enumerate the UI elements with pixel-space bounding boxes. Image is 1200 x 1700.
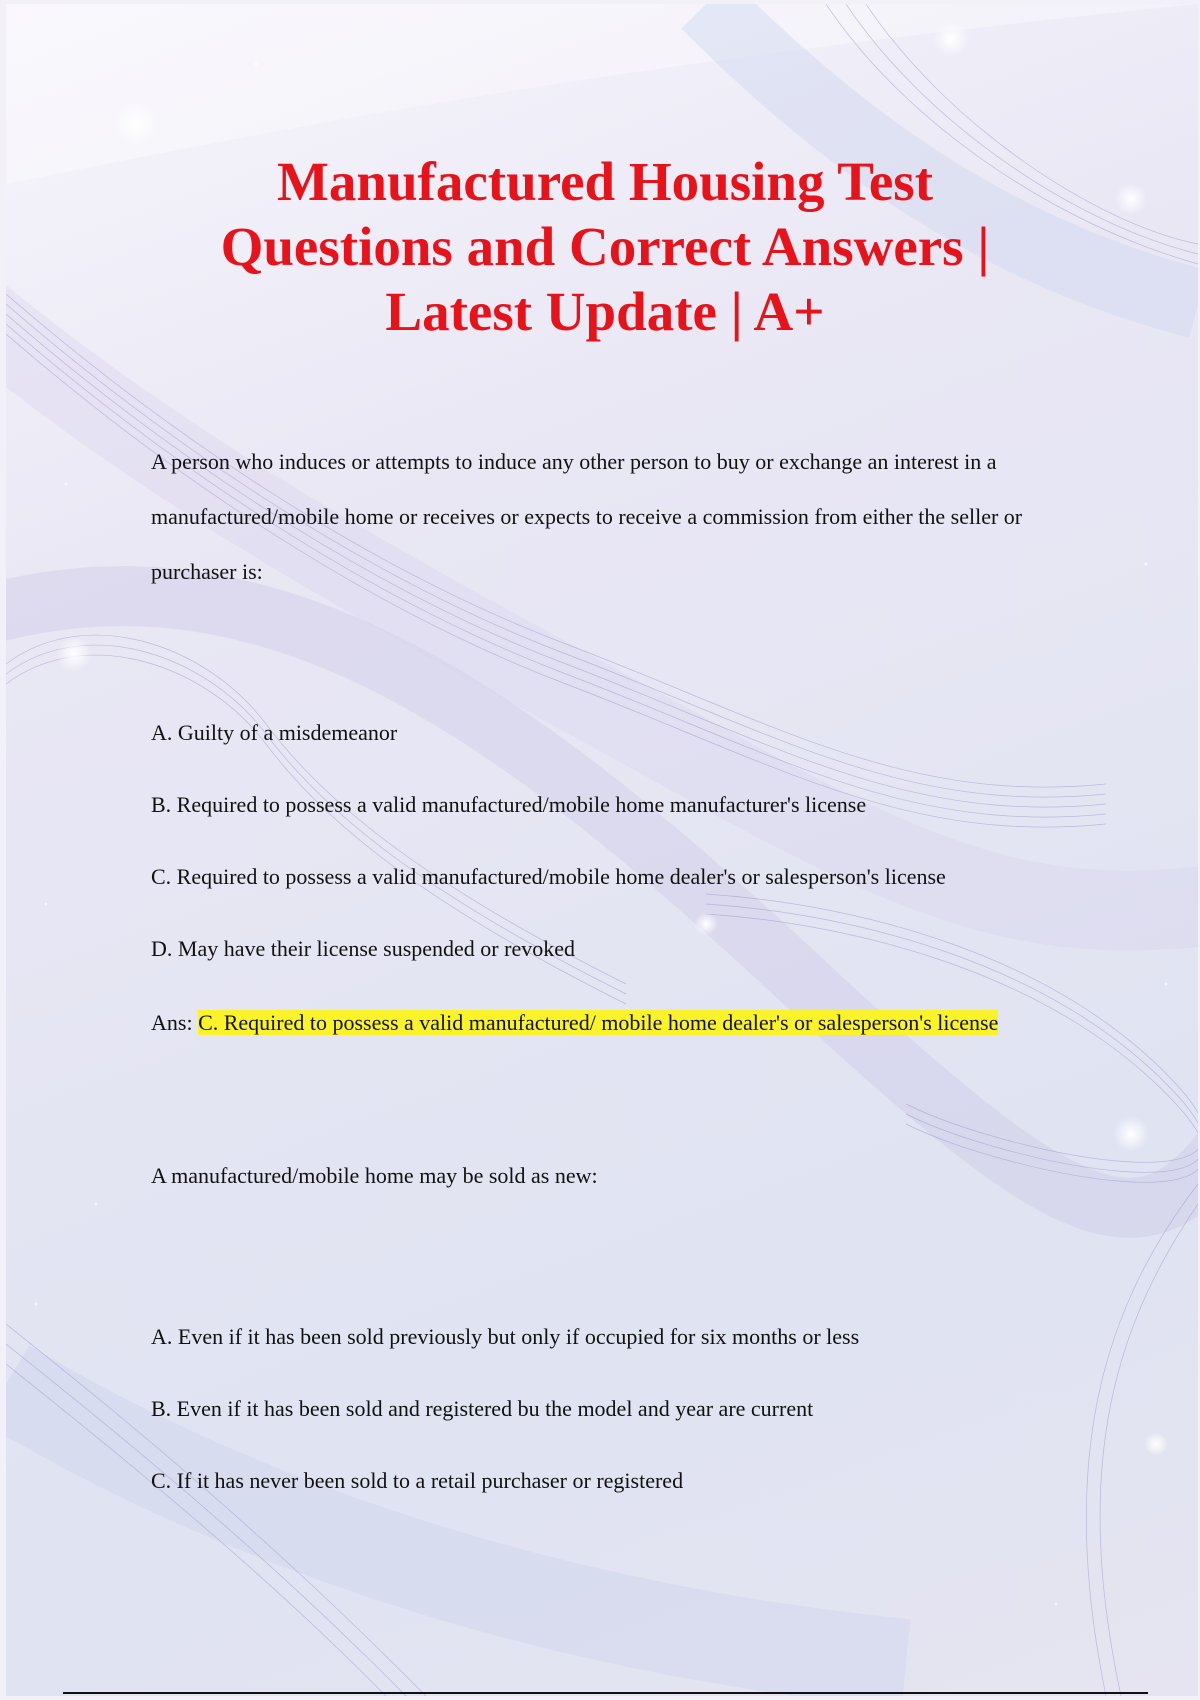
correct-answer: [151, 995, 1071, 1050]
answer-prefix: Ans:: [151, 1010, 199, 1035]
title-line: Questions and Correct Answers |: [220, 216, 990, 277]
question-prompt: A person who induces or attempts to induce any other person to buy or exchange an interest in a manufactured/mobile home or receives or expects to receive a commission from either the seller or purchaser is:: [151, 449, 1023, 584]
question-prompt: A manufactured/mobile home may be sold as new:: [151, 1163, 598, 1188]
title-line: Latest Update | A+: [385, 281, 825, 342]
answer-option: D. May have their license suspended or revoked: [151, 936, 575, 961]
footer-rule: [63, 1692, 1148, 1694]
highlighted-answer: C. Required to possess a valid manufactured/ mobile home dealer's or salesperson's license: [198, 1010, 999, 1035]
answer-option: B. Required to possess a valid manufactured/mobile home manufacturer's license: [151, 792, 867, 817]
answer-option: A. Even if it has been sold previously but only if occupied for six months or less: [151, 1324, 860, 1349]
document-page: [6, 4, 1198, 1696]
answer-option: C. Required to possess a valid manufactured/mobile home dealer's or salesperson's license: [151, 864, 946, 889]
title-line: Manufactured Housing Test: [276, 151, 934, 212]
answer-option: A. Guilty of a misdemeanor: [151, 720, 398, 745]
answer-option: C. If it has never been sold to a retail purchaser or registered: [151, 1468, 684, 1493]
document-title: [100, 149, 1110, 344]
answer-option: B. Even if it has been sold and registered bu the model and year are current: [151, 1396, 814, 1421]
question-list: [151, 434, 1071, 1517]
